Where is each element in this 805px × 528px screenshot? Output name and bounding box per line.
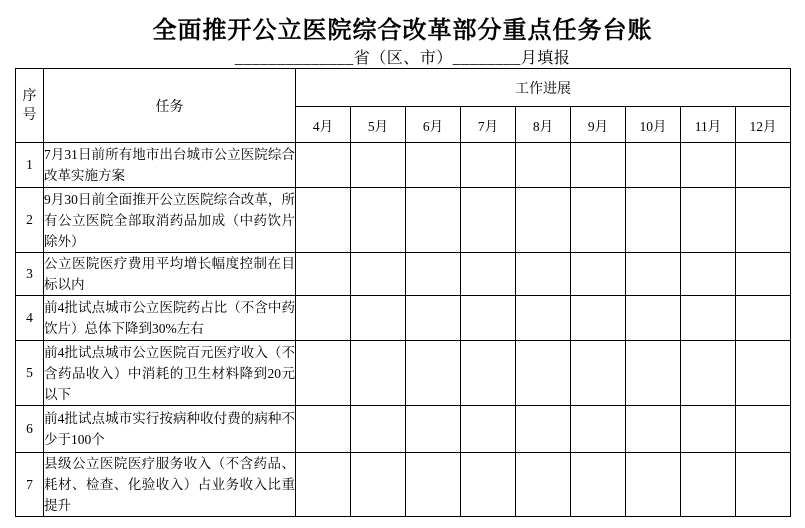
table-row xyxy=(16,341,791,406)
table-row xyxy=(16,143,791,188)
progress-cell xyxy=(516,143,571,188)
header-month-10: 10月 xyxy=(626,107,681,143)
progress-cell xyxy=(461,296,516,341)
table-row xyxy=(16,406,791,453)
progress-cell xyxy=(571,406,626,453)
progress-cell xyxy=(626,296,681,341)
header-month-9: 9月 xyxy=(571,107,626,143)
progress-cell xyxy=(626,143,681,188)
progress-cell xyxy=(406,253,461,296)
header-task: 任务 xyxy=(44,69,296,143)
progress-cell xyxy=(681,143,736,188)
document-title: 全面推开公立医院综合改革部分重点任务台账 xyxy=(152,18,653,44)
progress-cell xyxy=(296,341,351,406)
progress-cell xyxy=(736,406,791,453)
progress-cell xyxy=(516,341,571,406)
progress-cell xyxy=(516,453,571,517)
progress-cell xyxy=(736,341,791,406)
progress-cell xyxy=(571,296,626,341)
progress-cell xyxy=(571,253,626,296)
progress-cell xyxy=(351,406,406,453)
report-subtitle: ______________省（区、市）________月填报 xyxy=(234,50,571,67)
progress-cell xyxy=(351,453,406,517)
task-cell: 前4批试点城市实行按病种收付费的病种不少于100个 xyxy=(44,406,296,453)
progress-cell xyxy=(626,253,681,296)
progress-cell xyxy=(736,143,791,188)
progress-cell xyxy=(461,341,516,406)
progress-cell xyxy=(406,406,461,453)
progress-cell xyxy=(516,406,571,453)
progress-cell xyxy=(736,188,791,253)
progress-cell xyxy=(406,341,461,406)
progress-cell xyxy=(516,253,571,296)
progress-cell xyxy=(681,296,736,341)
task-cell: 7月31日前所有地市出台城市公立医院综合改革实施方案 xyxy=(44,143,296,188)
table-body xyxy=(16,143,791,517)
header-month-11: 11月 xyxy=(681,107,736,143)
serial-cell: 7 xyxy=(16,453,44,517)
progress-cell xyxy=(296,143,351,188)
header-month-7: 7月 xyxy=(461,107,516,143)
task-cell: 前4批试点城市公立医院药占比（不含中药饮片）总体下降到30%左右 xyxy=(44,296,296,341)
header-month-12: 12月 xyxy=(736,107,791,143)
task-cell: 公立医院医疗费用平均增长幅度控制在目标以内 xyxy=(44,253,296,296)
task-cell: 县级公立医院医疗服务收入（不含药品、耗材、检查、化验收入）占业务收入比重提升 xyxy=(44,453,296,517)
header-serial: 序号 xyxy=(16,69,44,143)
progress-cell xyxy=(351,253,406,296)
header-month-4: 4月 xyxy=(296,107,351,143)
progress-cell xyxy=(626,453,681,517)
progress-cell xyxy=(626,341,681,406)
progress-cell xyxy=(351,188,406,253)
task-ledger-table xyxy=(15,68,791,517)
progress-cell xyxy=(296,188,351,253)
progress-cell xyxy=(461,188,516,253)
progress-cell xyxy=(351,341,406,406)
progress-cell xyxy=(296,253,351,296)
progress-cell xyxy=(571,143,626,188)
task-cell: 前4批试点城市公立医院百元医疗收入（不含药品收入）中消耗的卫生材料降到20元以下 xyxy=(44,341,296,406)
header-row-top xyxy=(16,69,791,107)
header-month-5: 5月 xyxy=(351,107,406,143)
progress-cell xyxy=(461,453,516,517)
progress-cell xyxy=(681,188,736,253)
progress-cell xyxy=(406,453,461,517)
progress-cell xyxy=(571,453,626,517)
progress-cell xyxy=(681,406,736,453)
progress-cell xyxy=(461,253,516,296)
progress-cell xyxy=(736,296,791,341)
progress-cell xyxy=(681,453,736,517)
header-progress: 工作进展 xyxy=(296,69,791,107)
progress-cell xyxy=(296,406,351,453)
progress-cell xyxy=(736,253,791,296)
progress-cell xyxy=(406,143,461,188)
progress-cell xyxy=(516,188,571,253)
progress-cell xyxy=(681,253,736,296)
table-row xyxy=(16,296,791,341)
table-row xyxy=(16,453,791,517)
progress-cell xyxy=(406,188,461,253)
progress-cell xyxy=(406,296,461,341)
progress-cell xyxy=(351,143,406,188)
progress-cell xyxy=(681,341,736,406)
table-row xyxy=(16,253,791,296)
progress-cell xyxy=(736,453,791,517)
header-month-8: 8月 xyxy=(516,107,571,143)
progress-cell xyxy=(626,188,681,253)
table-header xyxy=(16,69,791,143)
progress-cell xyxy=(296,296,351,341)
task-cell: 9月30日前全面推开公立医院综合改革，所有公立医院全部取消药品加成（中药饮片除外） xyxy=(44,188,296,253)
table-row xyxy=(16,188,791,253)
serial-cell: 1 xyxy=(16,143,44,188)
serial-cell: 3 xyxy=(16,253,44,296)
progress-cell xyxy=(351,296,406,341)
serial-cell: 6 xyxy=(16,406,44,453)
serial-cell: 2 xyxy=(16,188,44,253)
serial-cell: 4 xyxy=(16,296,44,341)
progress-cell xyxy=(516,296,571,341)
progress-cell xyxy=(296,453,351,517)
progress-cell xyxy=(461,143,516,188)
header-month-6: 6月 xyxy=(406,107,461,143)
progress-cell xyxy=(626,406,681,453)
progress-cell xyxy=(571,341,626,406)
progress-cell xyxy=(571,188,626,253)
serial-cell: 5 xyxy=(16,341,44,406)
progress-cell xyxy=(461,406,516,453)
